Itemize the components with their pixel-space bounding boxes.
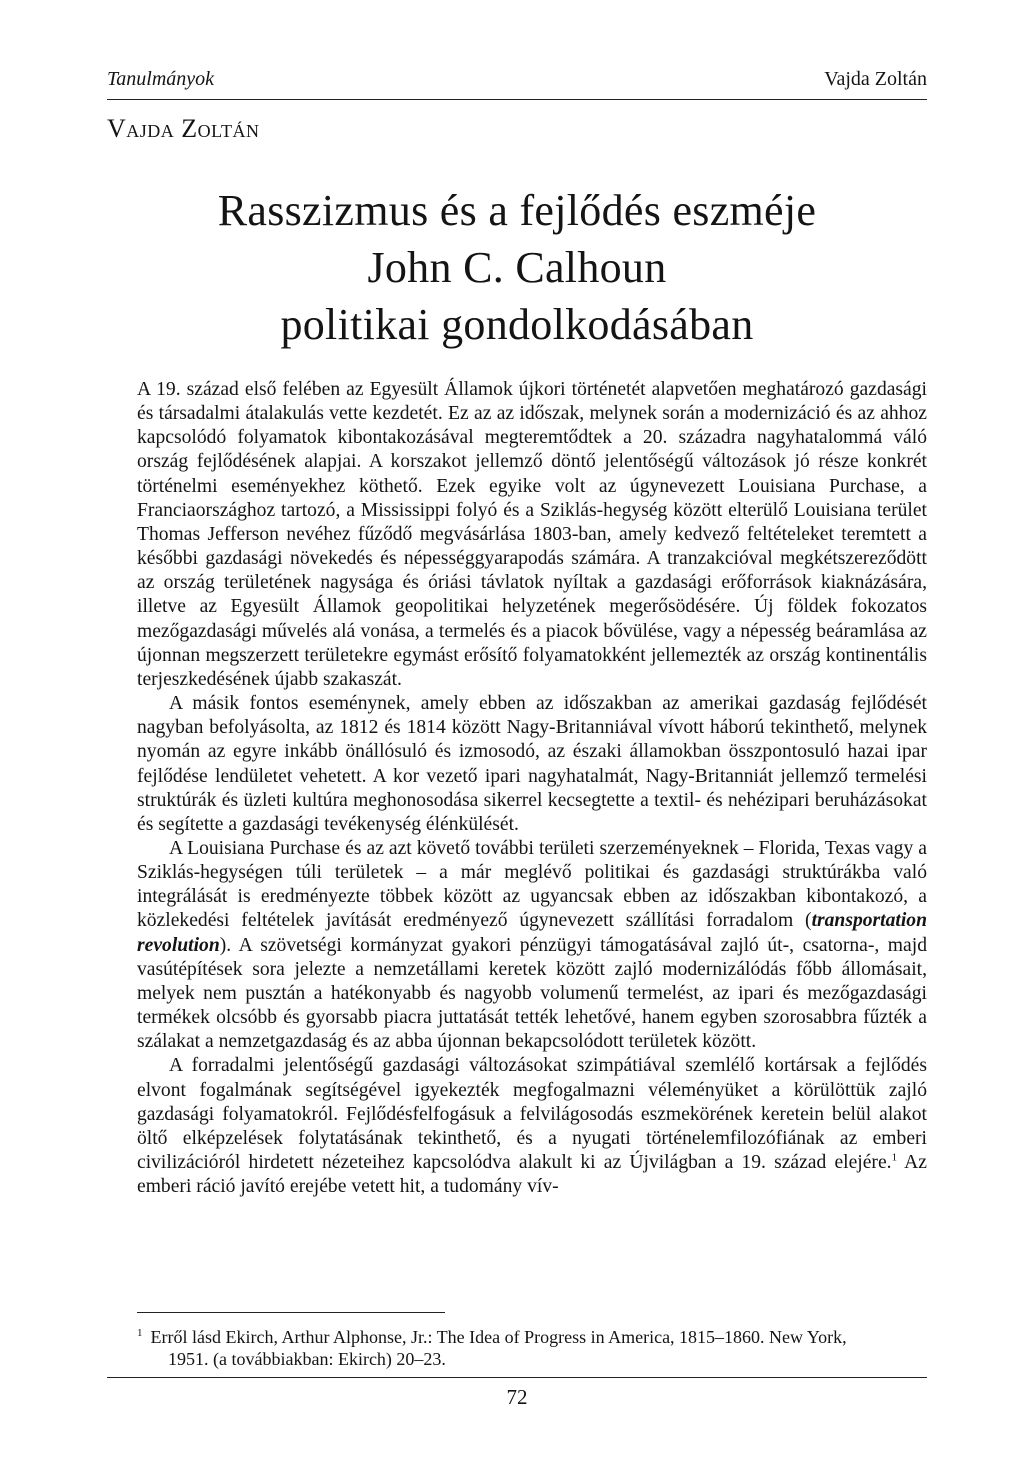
page-number: 72 bbox=[506, 1385, 528, 1409]
footnote-number: 1 bbox=[137, 1327, 143, 1339]
footnote bbox=[137, 1322, 927, 1370]
title-line-2: John C. Calhoun bbox=[367, 243, 667, 292]
header-rule bbox=[107, 99, 927, 100]
paragraph-4-text-a: A forradalmi jelentőségű gazdasági változásokat szimpátiával szemlélő kortársak a fejlődés elvont fogalmának segítségével igyekezték megfogalmazni véleményüket a körülöttük zajló gazdasági folyamatokról. Fejlődésfelfogásuk a felvilágosodás eszmekörének keretein belül alakot öltő elképzelések folytatásának tekinthető, és a nyugati történelemfilozófiának az emberi civilizációról hirdetett nézeteihez kapcsolódva alakult ki az Újvilágban a 19. század elejére. bbox=[137, 1055, 927, 1173]
paragraph-3-text-a: A Louisiana Purchase és az azt követő további területi szerzeményeknek – Florida, Texas vagy a Sziklás-hegységen túli területek – a már meglévő politikai és gazdasági struktúrákba való integrálását is eredményezte többek között az ugyancsak ebben az időszakban kibontakozó, a közlekedési feltételek javítását eredményező úgynevezett szállítási forradalom ( bbox=[137, 837, 927, 932]
article-author: Vajda Zoltán bbox=[107, 114, 260, 143]
paragraph-2: A másik fontos eseménynek, amely ebben az időszakban az amerikai gazdaság fejlődését nagyban befolyásolta, az 1812 és 1814 között Nagy-Britanniával vívott háború tekinthető, melynek nyomán az egyre inkább önállósuló és izmosodó, az északi államokban összpontosuló hazai ipar fejlődése lendületet vehetett. A kor vezető ipari nagyhatalmát, Nagy-Britanniát jellemző termelési struktúrák és üzleti kultúra meghonosodása sikerrel kecsegtette a textil- és nehézipari beruházásokat és segítette a gazdasági tevékenység élénkülését. bbox=[137, 693, 927, 835]
section-label: Tanulmányok bbox=[107, 68, 215, 90]
emphasis-term: transportation revolution bbox=[137, 910, 927, 956]
paragraph-3-text-b: ). A szövetségi kormányzat gyakori pénzügyi támogatásával zajló út-, csatorna-, majd vasútépítések sora jelezte a nemzetállami keretek között zajló modernizálódás főbb állomásait, melyek nem pusztán a hatékonyabb és nagyobb volumenű termelést, az ipari és mezőgazdasági termékek olcsóbb és gyorsabb piacra juttatását tették lehetővé, hanem egyben szorosabbra fűzték a szálakat a nemzetgazdaság és az abba újonnan bekapcsolódott területek között. bbox=[137, 934, 927, 1053]
footnote-text-1: Erről lásd Ekirch, Arthur Alphonse, Jr.: The Idea of Progress in America, 1815–1860. New York, bbox=[150, 1327, 847, 1347]
footnote-reference[interactable]: 1 bbox=[891, 1151, 898, 1164]
article-body bbox=[137, 378, 927, 1199]
running-header bbox=[107, 68, 927, 98]
paragraph-4-text-b: Az emberi ráció javító erejébe vetett hit, a tudomány vív- bbox=[137, 1152, 927, 1198]
article-title bbox=[107, 182, 927, 353]
paragraph-4 bbox=[137, 1054, 927, 1199]
paragraph-1: A 19. század első felében az Egyesült Államok újkori történetét alapvetően meghatározó gazdasági és társadalmi átalakulás vette kezdetét. Ez az az időszak, melynek során a modernizáció és az ahhoz kapcsolódó folyamatok kibontakozásával megteremtődtek a 20. századra nagyhatalommá váló ország fejlődésének alapjai. A korszakot jellemző döntő jelentőségű változások jó része konkrét történelmi eseményekhez köthető. Ezek egyike volt az úgynevezett Louisiana Purchase, a Franciaországhoz tartozó, a Mississippi folyó és a Sziklás-hegység között elterülő Louisiana terület Thomas Jefferson nevéhez fűződő megvásárlása 1803-ban, amely kedvező feltételeket teremtett a későbbi gazdasági növekedés és népességgyarapodás számára. A tranzakcióval megkétszereződött az ország területének nagysága és óriási távlatok nyíltak a gazdasági erőforrások kiaknázására, illetve az Egyesült Államok geopolitikai helyzetének megerősödésére. Új földek fokozatos mezőgazdasági művelés alá vonása, a termelés és a piacok bővülése, vagy a népesség beáramlása az újonnan megszerzett területekre egymást erősítő folyamatokként jellemezték az ország kontinentális terjeszkedésének újabb szakaszát. bbox=[137, 379, 927, 690]
footer-rule bbox=[107, 1377, 927, 1378]
paragraph-3 bbox=[137, 837, 927, 1054]
title-line-3: politikai gondolkodásában bbox=[280, 300, 754, 349]
footnote-rule bbox=[137, 1312, 445, 1313]
footnote-line-2: 1951. (a továbbiakban: Ekirch) 20–23. bbox=[168, 1349, 446, 1369]
footnote-line-1 bbox=[137, 1322, 927, 1348]
title-line-1: Rasszizmus és a fejlődés eszméje bbox=[217, 186, 817, 235]
header-author: Vajda Zoltán bbox=[824, 68, 927, 90]
